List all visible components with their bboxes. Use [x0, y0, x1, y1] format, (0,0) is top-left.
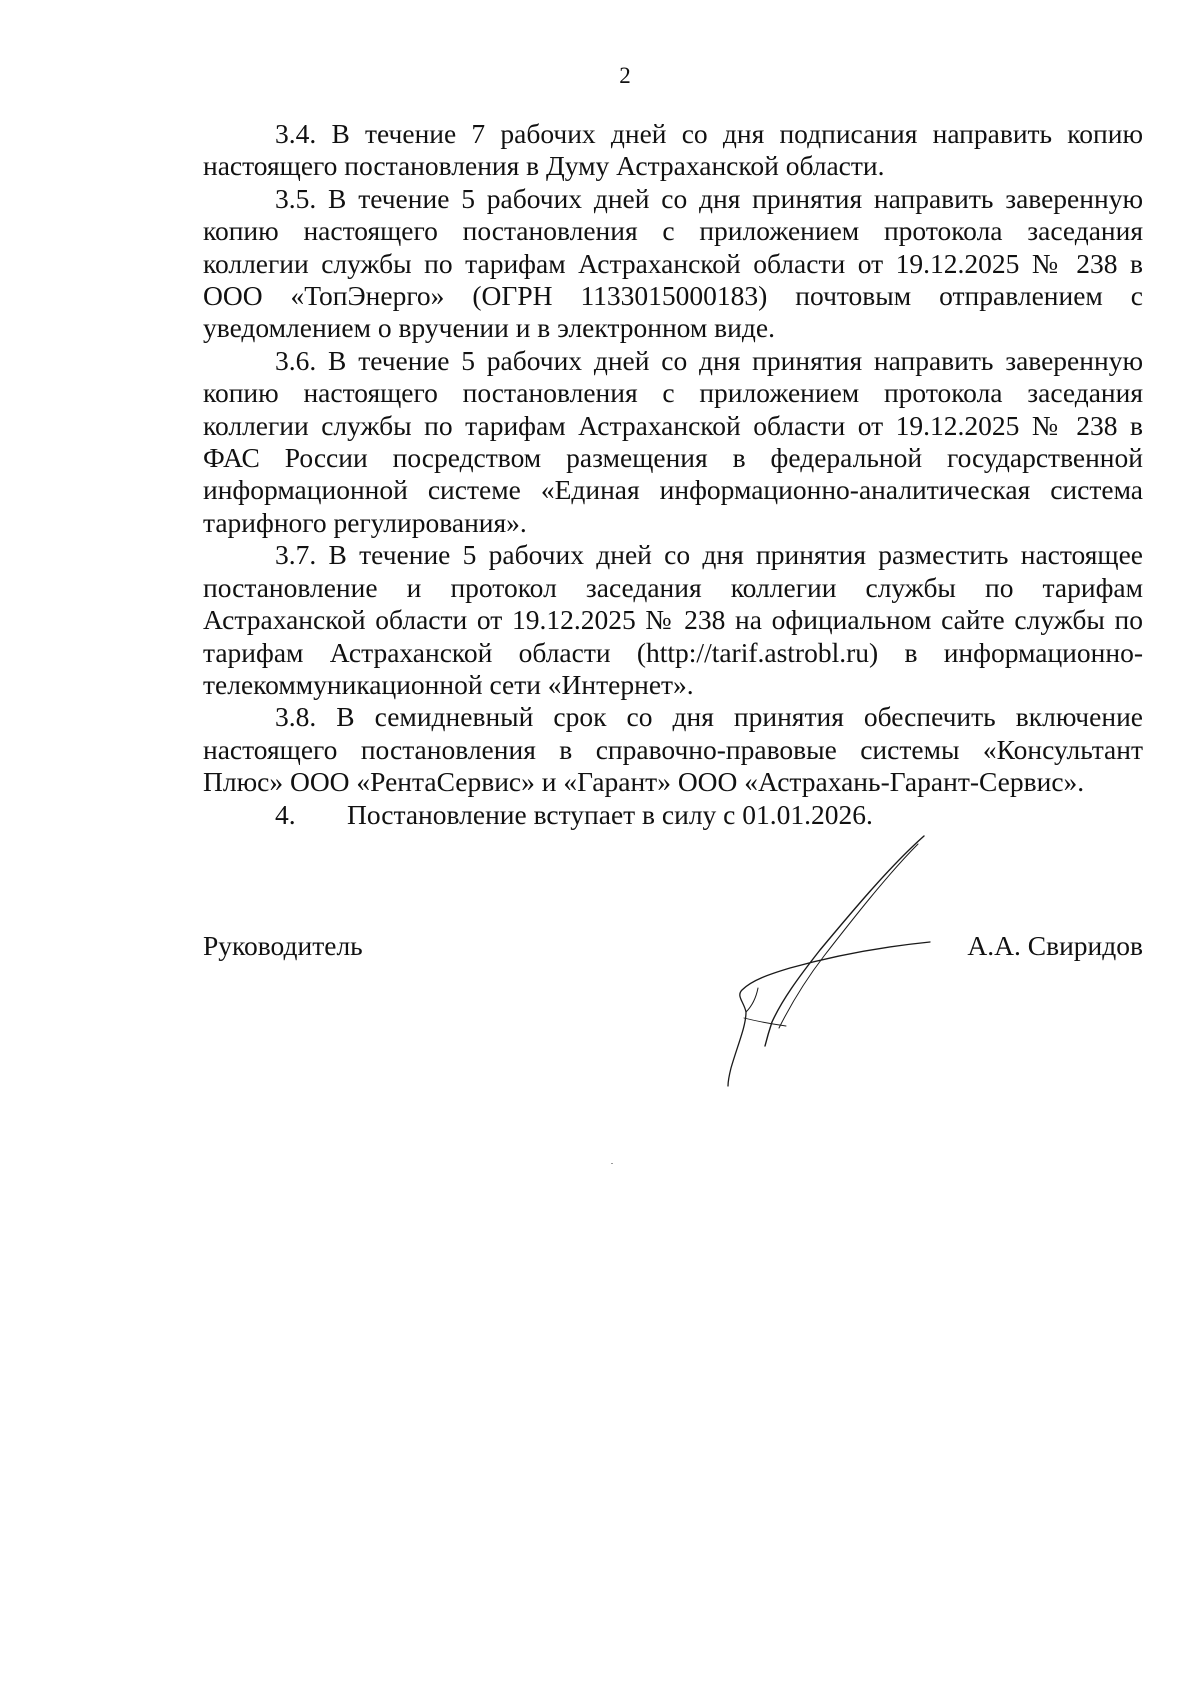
- signature-stroke: [765, 836, 924, 1046]
- clause-number: 3.5.: [275, 182, 317, 214]
- signer-name: А.А. Свиридов: [967, 930, 1143, 961]
- clause-number: 4.: [275, 798, 296, 830]
- clause-3-5: [203, 183, 1143, 345]
- signature-stroke: [728, 942, 930, 1086]
- clause-number: 3.8.: [275, 701, 317, 733]
- signature-stroke: [779, 844, 918, 1028]
- clause-3-6: [203, 345, 1143, 539]
- scan-speck: [611, 1163, 613, 1164]
- clause-text: Постановление вступает в силу с 01.01.2026.: [347, 798, 873, 830]
- clause-number: 3.6.: [275, 344, 317, 376]
- clause-number: 3.4.: [275, 118, 317, 149]
- signer-title: Руководитель: [203, 930, 363, 961]
- clause-4: [203, 799, 1143, 831]
- clause-text: В течение 5 рабочих дней со дня принятия направить заверенную копию настоящего постановления с приложением протокола заседания коллегии службы по тарифам Астраханской области от 19.12.2025 № 238 в ООО «ТопЭнерго» (ОГРН 1133015000183) почтовым отправлением с уведомлением о вручении и в электронном виде.: [203, 182, 1143, 344]
- clause-3-8: [203, 701, 1143, 798]
- signature-block: [203, 930, 1143, 970]
- page-number: 2: [619, 63, 631, 88]
- clause-text: В течение 7 рабочих дней со дня подписания направить копию настоящего постановления в Думу Астраханской области.: [203, 118, 1143, 182]
- clause-text: В течение 5 рабочих дней со дня принятия разместить настоящее постановление и протокол заседания коллегии службы по тарифам Астраханской области от 19.12.2025 № 238 на официальном сайте службы по тарифам Астраханской области (http://tarif.astrobl.ru) в информационно-телекоммуникационной сети «Интернет».: [203, 539, 1143, 700]
- document-body: [203, 118, 1143, 831]
- clause-text: В течение 5 рабочих дней со дня принятия направить заверенную копию настоящего постановления с приложением протокола заседания коллегии службы по тарифам Астраханской области от 19.12.2025 № 238 в ФАС России посредством размещения в федеральной государственной информационной системе «Единая информационно-аналитическая система тарифного регулирования».: [203, 344, 1143, 538]
- handwritten-signature: [700, 830, 960, 1090]
- clause-number: 3.7.: [275, 539, 317, 571]
- clause-text: В семидневный срок со дня принятия обеспечить включение настоящего постановления в справочно-правовые системы «Консультант Плюс» ООО «РентаСервис» и «Гарант» ООО «Астрахань-Гарант-Сервис».: [203, 701, 1143, 798]
- clause-3-7: [203, 539, 1143, 701]
- clause-3-4: [203, 118, 1143, 183]
- signature-stroke: [746, 988, 758, 1012]
- signature-stroke: [744, 1018, 786, 1026]
